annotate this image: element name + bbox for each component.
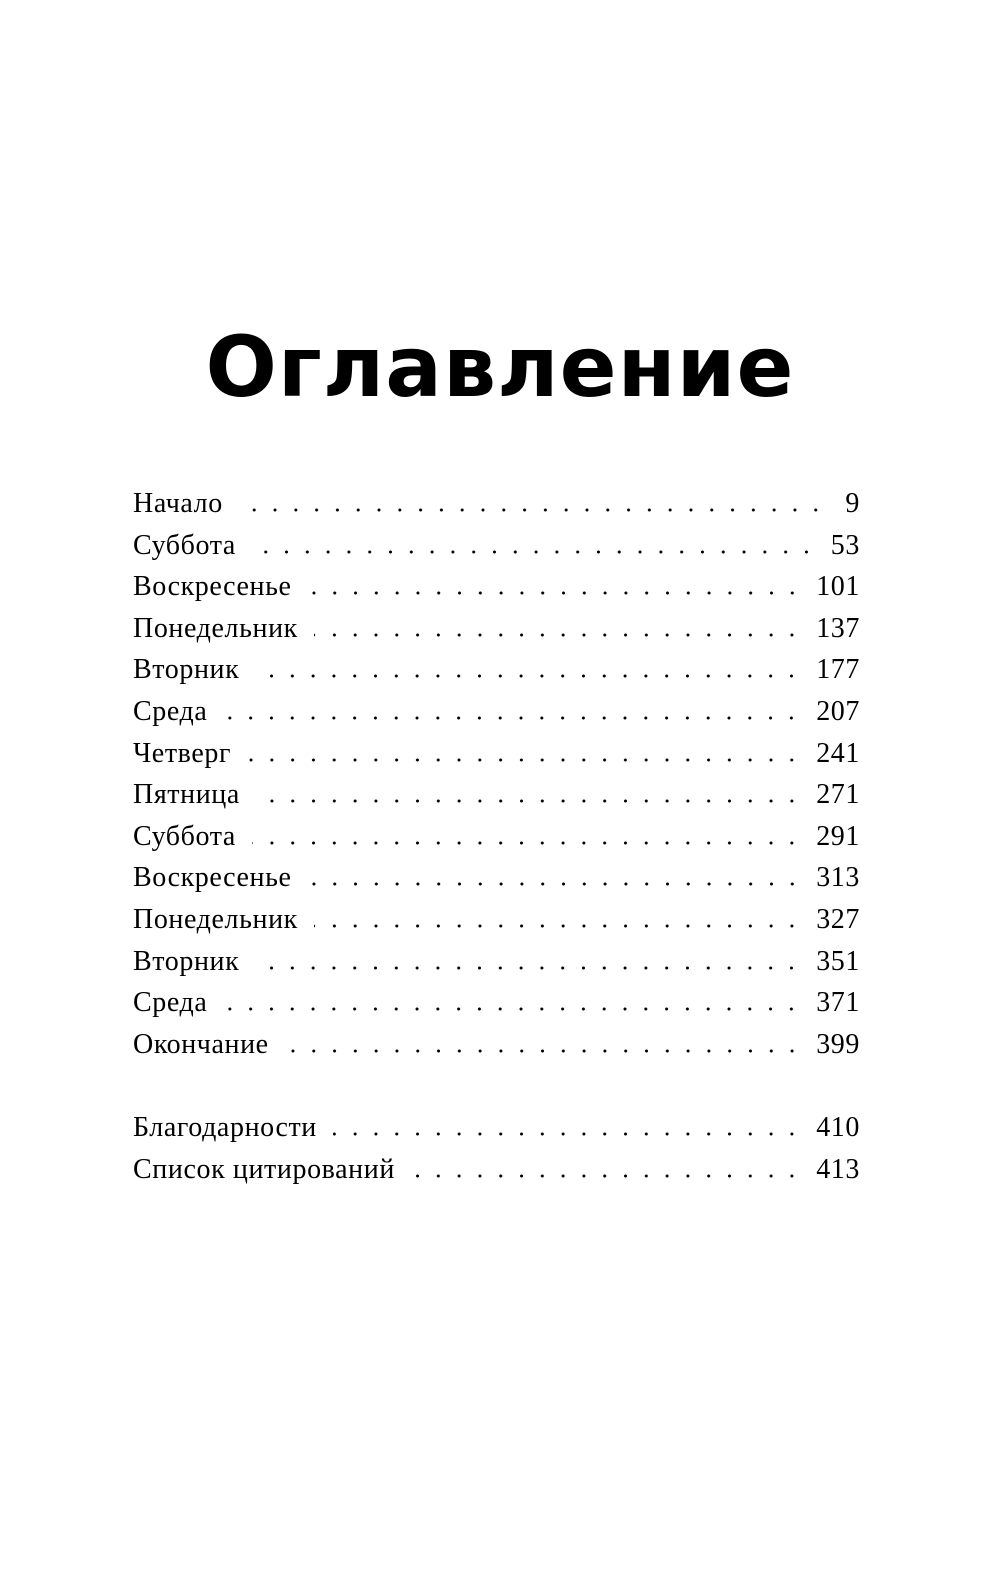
toc-entry-label: Суббота [133, 820, 236, 852]
table-of-contents [133, 483, 860, 1190]
dot-leader [308, 882, 803, 886]
dot-leader [285, 1049, 802, 1053]
dot-leader [252, 841, 802, 845]
toc-entry-page: 399 [816, 1028, 860, 1060]
toc-entry-page: 207 [816, 695, 860, 727]
toc-entry[interactable] [133, 566, 860, 608]
toc-entry-label: Воскресенье [133, 571, 292, 603]
toc-entry-label: Среда [133, 695, 208, 727]
toc-entry[interactable] [133, 525, 860, 567]
toc-entry-page: 413 [816, 1153, 860, 1185]
dot-leader [256, 799, 802, 803]
dot-leader [252, 550, 817, 554]
toc-entry[interactable] [133, 899, 860, 941]
toc-entry[interactable] [133, 1107, 860, 1149]
toc-entry[interactable] [133, 649, 860, 691]
toc-entry-page: 177 [816, 654, 860, 686]
toc-entry-label: Воскресенье [133, 862, 292, 894]
toc-entry[interactable] [133, 941, 860, 983]
toc-entry-label: Благодарности [133, 1111, 317, 1143]
toc-entry-label: Вторник [133, 945, 240, 977]
toc-entry-page: 9 [845, 488, 860, 519]
toc-entry-label: Четверг [133, 737, 232, 769]
toc-entry-page: 271 [816, 779, 860, 811]
toc-entry-label: Пятница [133, 779, 240, 811]
dot-leader [223, 1007, 802, 1011]
dot-leader [255, 674, 802, 678]
dot-leader [239, 508, 826, 512]
dot-leader [308, 591, 803, 595]
toc-entry-page: 327 [816, 903, 860, 935]
dot-leader [314, 633, 802, 637]
toc-entry[interactable] [133, 1024, 860, 1066]
toc-entry-label: Окончание [133, 1028, 269, 1060]
toc-entry-page: 137 [816, 612, 860, 644]
toc-entry-page: 53 [830, 529, 860, 561]
toc-entry-label: Вторник [133, 654, 240, 686]
toc-entry[interactable] [133, 483, 860, 525]
toc-entry[interactable] [133, 691, 860, 733]
toc-entry[interactable] [133, 774, 860, 816]
toc-entry[interactable] [133, 733, 860, 775]
toc-entry-page: 241 [816, 737, 860, 769]
dot-leader [333, 1132, 802, 1136]
toc-entry[interactable] [133, 1149, 860, 1191]
toc-entry[interactable] [133, 982, 860, 1024]
toc-entry-page: 371 [816, 987, 860, 1019]
dot-leader [255, 966, 802, 970]
toc-entry-page: 351 [816, 945, 860, 977]
toc-entry-label: Суббота [133, 529, 236, 561]
section-gap [133, 1065, 860, 1107]
dot-leader [223, 716, 802, 720]
dot-leader [247, 758, 802, 762]
toc-entry-label: Список цитирований [133, 1153, 395, 1185]
toc-entry[interactable] [133, 816, 860, 858]
toc-entry[interactable] [133, 608, 860, 650]
dot-leader [411, 1174, 802, 1178]
toc-entry-page: 410 [816, 1111, 860, 1143]
toc-entry-label: Понедельник [133, 903, 298, 935]
page-title: Оглавление [205, 318, 795, 417]
toc-entry-label: Среда [133, 987, 208, 1019]
toc-entry-page: 101 [816, 571, 860, 603]
toc-entry-page: 313 [816, 862, 860, 894]
toc-entry-label: Понедельник [133, 612, 298, 644]
dot-leader [314, 924, 802, 928]
toc-entry-page: 291 [816, 820, 860, 852]
toc-entry-label: Начало [133, 488, 223, 519]
toc-entry[interactable] [133, 857, 860, 899]
